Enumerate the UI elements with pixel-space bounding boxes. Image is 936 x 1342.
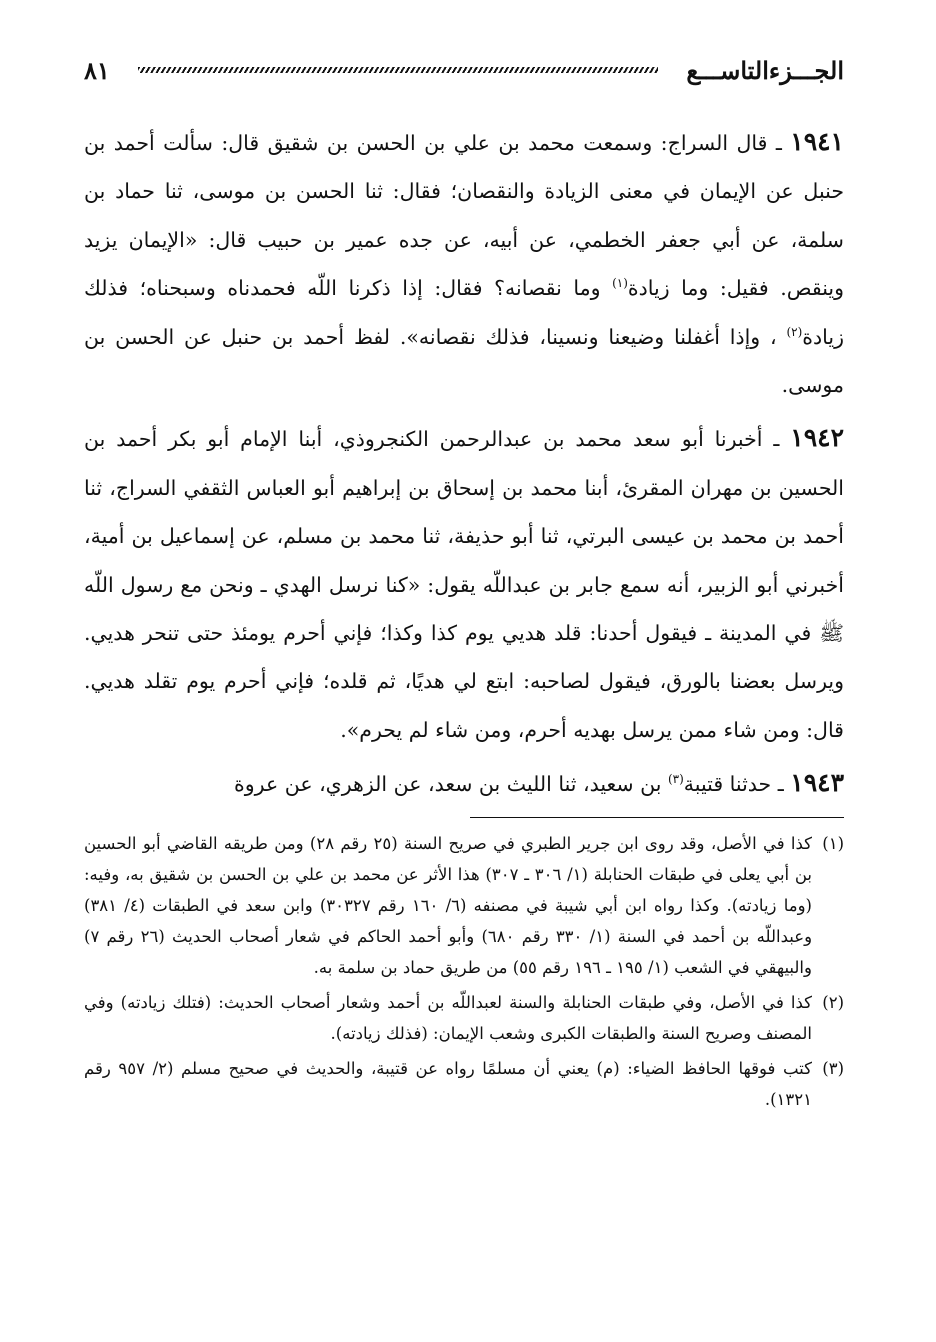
footnote-mark: (٣) [822, 1058, 844, 1078]
running-title: الجـــزءالتاســـع [686, 55, 844, 85]
entry-text: ـ أخبرنا أبو سعد محمد بن عبدالرحمن الكنجروذي، أبنا الإمام أبو بكر أحمد بن الحسين بن مهران المقرئ، أبنا محمد بن إسحاق بن إبراهيم أبو العباس الثقفي السراج، ثنا أحمد بن محمد بن عيسى البرتي، ثنا أبو حذيفة، ثنا محمد بن مسلم، عن إسماعيل بن أمية، أخبرني أبو الزبير، أنه سمع جابر بن عبداللّه يقول: «كنا نرسل الهدي ـ ونحن مع رسول اللّه ﷺ في المدينة ـ فيقول أحدنا: قلد هديي يوم كذا وكذا؛ فإني أحرم يومئذ حتى تنحر هديي. ويرسل بعضنا بالورق، فيقول لصاحبه: ابتع لي هديًا، ثم قلده؛ فإني أحرم يوم تقلد هديي. قال: ومن شاء ممن يرسل بهديه أحرم، ومن شاء لم يحرم». [84, 427, 844, 742]
footnote-mark: (١) [822, 833, 844, 853]
footnote-text: كتب فوقها الحافظ الضياء: (م) يعني أن مسلمًا رواه عن قتيبة، والحديث في صحيح مسلم (٢/ ٩٥٧ رقم ١٣٢١). [84, 1058, 812, 1109]
footnote-separator [470, 817, 844, 818]
entry-number: ١٩٤٣ [790, 768, 844, 798]
document-page [84, 50, 844, 1302]
footnote-1 [84, 828, 844, 983]
footnote-ref-2: (٢) [786, 324, 803, 339]
footnote-2 [84, 987, 844, 1049]
hadith-entry-1943 [84, 759, 844, 808]
main-text [84, 118, 844, 809]
entry-text-continued: بن سعيد، ثنا الليث بن سعد، عن الزهري، عن عروة [234, 772, 668, 797]
footnote-3 [84, 1053, 844, 1115]
footnote-ref-1: (١) [612, 276, 628, 291]
footnote-ref-3: (٣) [667, 772, 684, 787]
hadith-entry-1942 [84, 414, 844, 754]
entry-text: ـ حدثنا قتيبة [683, 772, 784, 797]
header-rule [138, 67, 659, 73]
entry-text-continued: وما نقصانه؟ فقال: إذا ذكرنا اللّه فحمدناه وسبحناه؛ فذلك زيادة [84, 276, 844, 349]
footnote-mark: (٢) [822, 992, 844, 1012]
entry-number: ١٩٤٢ [790, 423, 844, 453]
entry-text: ـ قال السراج: وسمعت محمد بن علي بن الحسن بن شقيق قال: سألت أحمد بن حنبل عن الإيمان في معنى الزيادة والنقصان؛ فقال: ثنا الحسن بن موسى، ثنا حماد بن سلمة، عن أبي جعفر الخطمي، عن أبيه، عن جده عمير بن حبيب قال: «الإيمان يزيد وينقص. فقيل: وما زيادة [84, 131, 844, 301]
entry-text-end: ، وإذا أغفلنا وضيعنا ونسينا، فذلك نقصانه». لفظ أحمد بن حنبل عن الحسن بن موسى. [84, 324, 844, 398]
footnote-text: كذا في الأصل، وقد روى ابن جرير الطبري في صريح السنة (٢٥ رقم ٢٨) ومن طريقه القاضي أبو الحسين بن أبي يعلى في طبقات الحنابلة (١/ ٣٠٦ ـ ٣٠٧) هذا الأثر عن محمد بن علي بن الحسن بن شقيق به، وفيه: (وما زيادته). وكذا رواه ابن أبي شيبة في مصنفه (٦/ ١٦٠ رقم ٣٠٣٢٧) وابن سعد في الطبقات (٤/ ٣٨١) وعبداللّه بن أحمد في السنة (١/ ٣٣٠ رقم ٦٨٠) وأبو أحمد الحاكم في شعار أصحاب الحديث (٢٦ رقم ٧) والبيهقي في الشعب (١/ ١٩٥ ـ ١٩٦ رقم ٥٥) من طريق حماد بن سلمة به. [84, 833, 813, 977]
hadith-entry-1941 [84, 118, 844, 409]
page-header [84, 50, 844, 90]
entry-number: ١٩٤١ [790, 127, 844, 156]
footnote-text: كذا في الأصل، وفي طبقات الحنابلة والسنة لعبداللّه بن أحمد وشعار أصحاب الحديث: (فتلك زيادته) وفي المصنف وصريح السنة والطبقات الكبرى وشعب الإيمان: (فذلك زيادته). [84, 992, 812, 1043]
page-number: ٨١ [84, 55, 110, 85]
footnotes [84, 828, 844, 1115]
